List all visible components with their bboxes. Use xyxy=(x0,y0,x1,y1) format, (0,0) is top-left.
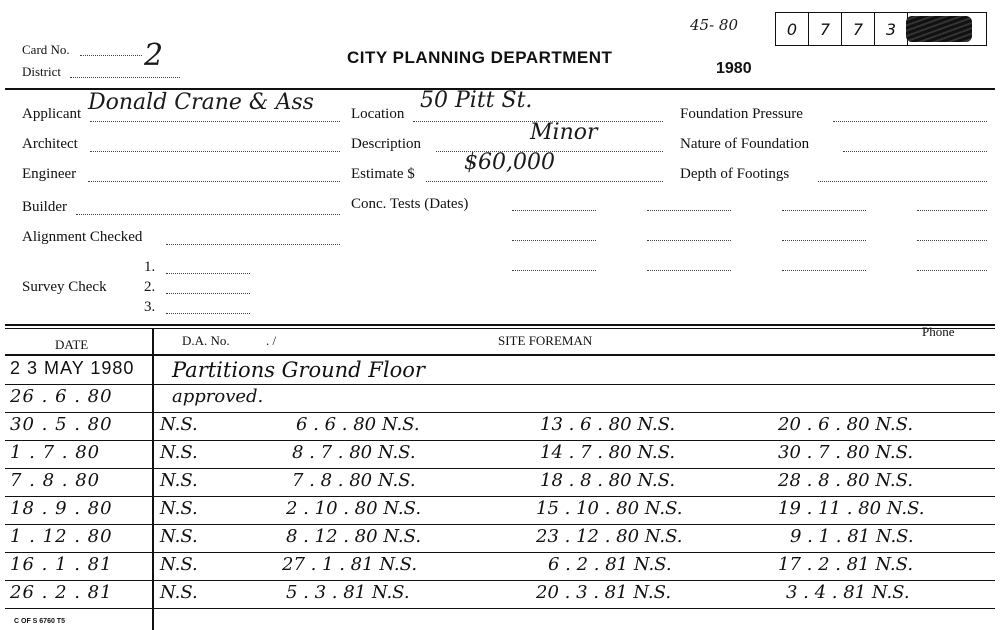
site-foreman-header: SITE FOREMAN xyxy=(498,333,593,348)
table-row-entry: N.S. xyxy=(160,526,198,547)
survey-line-1 xyxy=(166,273,250,274)
conc-line-r1c1 xyxy=(512,210,596,211)
table-row-entry: 5 . 3 . 81 N.S. xyxy=(286,582,410,603)
row-rule xyxy=(5,580,995,581)
da-no-value: . / xyxy=(266,333,277,348)
foundation-pressure-label: Foundation Pressure xyxy=(680,106,803,122)
phone-header: Phone xyxy=(922,324,955,339)
table-row-entry: 23 . 12 . 80 N.S. xyxy=(536,526,683,547)
table-row-entry: 20 . 6 . 80 N.S. xyxy=(778,414,914,435)
header-row-rule xyxy=(5,354,995,356)
table-row-entry: 28 . 8 . 80 N.S. xyxy=(778,470,914,491)
table-top-rule-2 xyxy=(5,328,995,329)
table-row-date: 30 . 5 . 80 xyxy=(10,414,113,435)
builder-line xyxy=(76,214,340,215)
row-rule xyxy=(5,552,995,553)
table-row-date: 1 . 7 . 80 xyxy=(10,442,101,463)
table-row-entry: 9 . 1 . 81 N.S. xyxy=(790,526,914,547)
estimate-label: Estimate $ xyxy=(351,166,415,182)
description-value: Minor xyxy=(530,120,598,145)
alignment-line xyxy=(166,244,340,245)
department-title: CITY PLANNING DEPARTMENT xyxy=(347,48,613,67)
conc-line-r1c3 xyxy=(782,210,866,211)
conc-line-r2c3 xyxy=(782,240,866,241)
year: 1980 xyxy=(716,60,752,77)
location-label: Location xyxy=(351,106,405,122)
table-row-entry: 8 . 7 . 80 N.S. xyxy=(292,442,416,463)
table-row-entry: 6 . 6 . 80 N.S. xyxy=(296,414,420,435)
table-row-entry: 18 . 8 . 80 N.S. xyxy=(540,470,676,491)
conc-line-r1c4 xyxy=(917,210,987,211)
table-row-entry: 30 . 7 . 80 N.S. xyxy=(778,442,914,463)
table-row-entry: approved. xyxy=(172,386,264,407)
date-header: DATE xyxy=(55,337,89,352)
row-rule xyxy=(5,524,995,525)
da-no-header: D.A. No. xyxy=(182,333,230,348)
table-row-entry: Partitions Ground Floor xyxy=(172,358,425,382)
row-rule xyxy=(5,468,995,469)
table-row-date: 26 . 6 . 80 xyxy=(10,386,113,407)
conc-line-r3c4 xyxy=(917,270,987,271)
conc-line-r2c2 xyxy=(647,240,731,241)
survey-item-3: 3. xyxy=(144,299,156,315)
location-value: 50 Pitt St. xyxy=(420,88,533,113)
table-row-date: 2 3 MAY 1980 xyxy=(10,358,135,378)
table-row-entry: N.S. xyxy=(160,582,198,603)
table-row-date: 7 . 8 . 80 xyxy=(10,470,101,491)
engineer-label: Engineer xyxy=(22,166,77,182)
row-rule xyxy=(5,440,995,441)
district-label: District xyxy=(22,64,61,79)
table-row-entry: N.S. xyxy=(160,554,198,575)
table-row-entry: N.S. xyxy=(160,414,198,435)
row-rule xyxy=(5,384,995,385)
architect-label: Architect xyxy=(22,136,78,152)
table-row-entry: 2 . 10 . 80 N.S. xyxy=(286,498,422,519)
table-row-entry: 19 . 11 . 80 N.S. xyxy=(778,498,925,519)
conc-line-r3c2 xyxy=(647,270,731,271)
conc-tests-label: Conc. Tests (Dates) xyxy=(351,196,469,212)
card-digit-3: 7 xyxy=(841,12,875,46)
row-rule xyxy=(5,496,995,497)
row-rule xyxy=(5,608,995,609)
conc-line-r2c4 xyxy=(917,240,987,241)
row-rule xyxy=(5,412,995,413)
form-code: C OF S 6760 T5 xyxy=(14,618,65,625)
survey-item-2: 2. xyxy=(144,279,156,295)
survey-line-2 xyxy=(166,293,250,294)
date-column-divider xyxy=(152,328,154,630)
applicant-line xyxy=(90,121,340,122)
engineer-line xyxy=(88,181,340,182)
estimate-value: $60,000 xyxy=(464,150,555,175)
conc-line-r3c1 xyxy=(512,270,596,271)
foundation-pressure-line xyxy=(833,121,987,122)
table-row-date: 16 . 1 . 81 xyxy=(10,554,113,575)
survey-line-3 xyxy=(166,313,250,314)
conc-line-r1c2 xyxy=(647,210,731,211)
table-row-entry: 3 . 4 . 81 N.S. xyxy=(786,582,910,603)
depth-footings-label: Depth of Footings xyxy=(680,166,790,182)
estimate-line xyxy=(426,181,663,182)
table-row-entry: N.S. xyxy=(160,442,198,463)
card-digit-4: 3 xyxy=(874,12,908,46)
applicant-label: Applicant xyxy=(22,106,82,122)
card-no-value: 2 xyxy=(144,38,164,73)
alignment-label: Alignment Checked xyxy=(22,229,143,245)
table-row-entry: 14 . 7 . 80 N.S. xyxy=(540,442,676,463)
nature-foundation-label: Nature of Foundation xyxy=(680,136,810,152)
table-row-entry: 27 . 1 . 81 N.S. xyxy=(282,554,418,575)
architect-line xyxy=(90,151,340,152)
card-no-label: Card No. xyxy=(22,42,70,57)
nature-foundation-line xyxy=(843,151,987,152)
table-row-entry: 13 . 6 . 80 N.S. xyxy=(540,414,676,435)
survey-item-1: 1. xyxy=(144,259,156,275)
conc-line-r3c3 xyxy=(782,270,866,271)
conc-line-r2c1 xyxy=(512,240,596,241)
district-line xyxy=(70,77,180,78)
table-row-entry: N.S. xyxy=(160,498,198,519)
applicant-value: Donald Crane & Ass xyxy=(88,90,314,115)
table-row-entry: 17 . 2 . 81 N.S. xyxy=(778,554,914,575)
table-row-date: 1 . 12 . 80 xyxy=(10,526,113,547)
table-row-entry: 8 . 12 . 80 N.S. xyxy=(286,526,422,547)
card-digit-1: 0 xyxy=(775,12,809,46)
table-row-entry: 15 . 10 . 80 N.S. xyxy=(536,498,683,519)
table-row-date: 26 . 2 . 81 xyxy=(10,582,113,603)
table-row-entry: 20 . 3 . 81 N.S. xyxy=(536,582,672,603)
table-top-rule-1 xyxy=(5,324,995,326)
card-digit-2: 7 xyxy=(808,12,842,46)
depth-footings-line xyxy=(818,181,987,182)
card-no-line xyxy=(80,55,142,56)
ref-prefix: 45- 80 xyxy=(690,16,739,34)
builder-label: Builder xyxy=(22,199,67,215)
table-row-entry: 6 . 2 . 81 N.S. xyxy=(548,554,672,575)
description-label: Description xyxy=(351,136,421,152)
table-row-date: 18 . 9 . 80 xyxy=(10,498,113,519)
redaction-mark xyxy=(906,16,972,42)
survey-label: Survey Check xyxy=(22,279,107,295)
table-row-entry: N.S. xyxy=(160,470,198,491)
table-row-entry: 7 . 8 . 80 N.S. xyxy=(292,470,416,491)
